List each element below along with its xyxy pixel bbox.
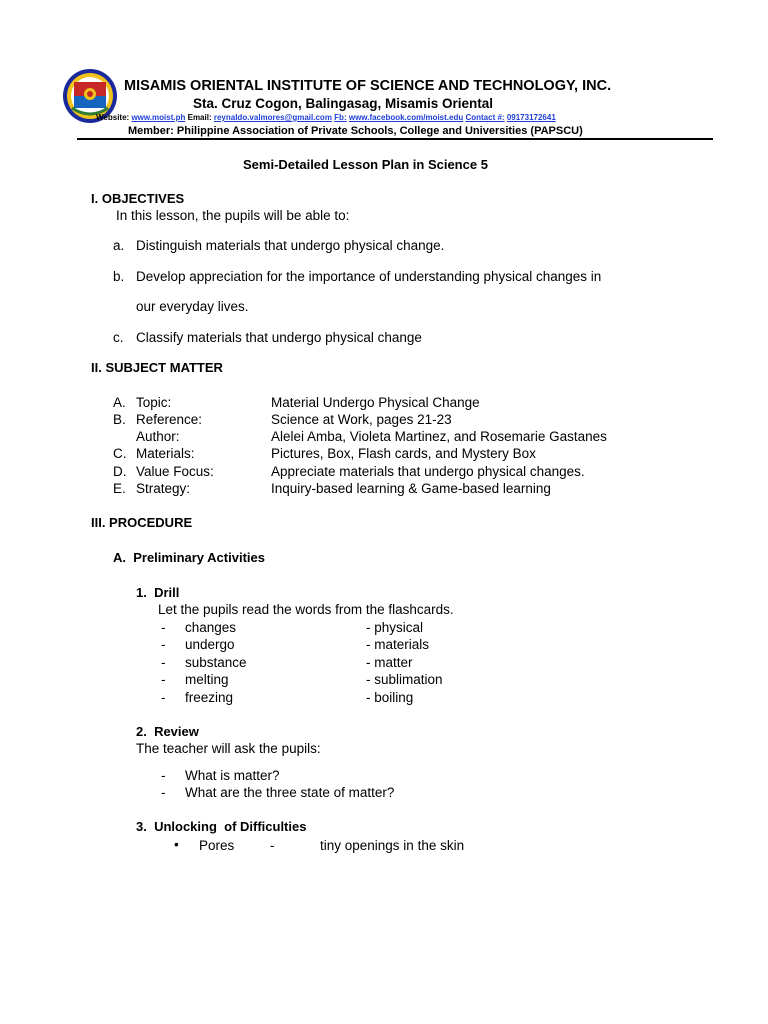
subject-row-value: Appreciate materials that undergo physical changes. bbox=[271, 464, 585, 479]
website-link[interactable]: www.moist.ph bbox=[131, 113, 186, 122]
contact-line bbox=[96, 113, 556, 122]
subject-row-value: Alelei Amba, Violeta Martinez, and Rosemarie Gastanes bbox=[271, 429, 607, 444]
drill-word: undergo bbox=[185, 637, 235, 652]
objective-text: Classify materials that undergo physical change bbox=[136, 330, 422, 345]
objective-marker: b. bbox=[113, 269, 125, 284]
contact-number[interactable]: 09173172641 bbox=[506, 113, 556, 122]
drill-word: changes bbox=[185, 620, 237, 635]
subject-row-marker: B. bbox=[113, 412, 126, 427]
subject-row-marker: A. bbox=[113, 395, 126, 410]
vocabulary-definition: tiny openings in the skin bbox=[320, 838, 465, 853]
vocabulary-dash: - bbox=[270, 838, 275, 853]
subject-row-marker: C. bbox=[113, 446, 127, 461]
drill-word: - matter bbox=[366, 655, 413, 670]
drill-word: - sublimation bbox=[366, 672, 443, 687]
fb-label: Fb: bbox=[334, 113, 347, 122]
subject-row-value: Material Undergo Physical Change bbox=[271, 395, 480, 410]
bullet-icon: • bbox=[174, 837, 179, 852]
institution-name: MISAMIS ORIENTAL INSTITUTE OF SCIENCE AND TECHNOLOGY, INC. bbox=[124, 78, 612, 94]
document-title: Semi-Detailed Lesson Plan in Science 5 bbox=[243, 157, 488, 172]
dash-marker: - bbox=[161, 655, 166, 670]
drill-intro: Let the pupils read the words from the flashcards. bbox=[158, 602, 454, 617]
email-link[interactable]: reynaldo.valmores@gmail.com bbox=[213, 113, 332, 122]
header-divider bbox=[77, 138, 713, 140]
dash-marker: - bbox=[161, 768, 166, 783]
fb-link[interactable]: www.facebook.com/moist.edu bbox=[348, 113, 464, 122]
objective-marker: a. bbox=[113, 238, 125, 253]
dash-marker: - bbox=[161, 637, 166, 652]
review-question: What is matter? bbox=[185, 768, 280, 783]
vocabulary-term: Pores bbox=[199, 838, 235, 853]
subject-row-value: Science at Work, pages 21-23 bbox=[271, 412, 452, 427]
subject-matter-heading: II. SUBJECT MATTER bbox=[91, 360, 223, 375]
dash-marker: - bbox=[161, 785, 166, 800]
drill-word: melting bbox=[185, 672, 229, 687]
institution-address: Sta. Cruz Cogon, Balingasag, Misamis Oriental bbox=[193, 96, 494, 111]
preliminary-activities-heading: A. Preliminary Activities bbox=[113, 550, 265, 565]
subject-row-marker: E. bbox=[113, 481, 126, 496]
objective-text-continued: our everyday lives. bbox=[136, 299, 249, 314]
website-label: Website: bbox=[96, 113, 130, 122]
review-question: What are the three state of matter? bbox=[185, 785, 395, 800]
subject-row-marker: D. bbox=[113, 464, 127, 479]
drill-word: - materials bbox=[366, 637, 430, 652]
unlocking-heading: 3. Unlocking of Difficulties bbox=[136, 819, 307, 834]
subject-row-label: Strategy: bbox=[136, 481, 191, 496]
procedure-heading: III. PROCEDURE bbox=[91, 515, 193, 530]
subject-row-label: Reference: bbox=[136, 412, 203, 427]
dash-marker: - bbox=[161, 620, 166, 635]
subject-row-label: Author: bbox=[136, 429, 180, 444]
dash-marker: - bbox=[161, 672, 166, 687]
review-heading: 2. Review bbox=[136, 724, 199, 739]
email-label: Email: bbox=[187, 113, 212, 122]
subject-row-label: Materials: bbox=[136, 446, 195, 461]
contact-label: Contact #: bbox=[465, 113, 505, 122]
objectives-heading: I. OBJECTIVES bbox=[91, 191, 185, 206]
drill-word: - physical bbox=[366, 620, 424, 635]
subject-row-value: Inquiry-based learning & Game-based learning bbox=[271, 481, 551, 496]
subject-row-label: Value Focus: bbox=[136, 464, 214, 479]
subject-row-value: Pictures, Box, Flash cards, and Mystery Box bbox=[271, 446, 536, 461]
objectives-intro: In this lesson, the pupils will be able to: bbox=[116, 208, 350, 223]
subject-row-label: Topic: bbox=[136, 395, 172, 410]
drill-word: freezing bbox=[185, 690, 234, 705]
objective-marker: c. bbox=[113, 330, 124, 345]
objective-text: Distinguish materials that undergo physical change. bbox=[136, 238, 445, 253]
dash-marker: - bbox=[161, 690, 166, 705]
review-intro: The teacher will ask the pupils: bbox=[136, 741, 321, 756]
drill-word: substance bbox=[185, 655, 247, 670]
drill-word: - boiling bbox=[366, 690, 414, 705]
membership-line: Member: Philippine Association of Private Schools, College and Universities (PAPSCU) bbox=[128, 125, 583, 137]
drill-heading: 1. Drill bbox=[136, 585, 180, 600]
objective-text: Develop appreciation for the importance of understanding physical changes in bbox=[136, 269, 602, 284]
